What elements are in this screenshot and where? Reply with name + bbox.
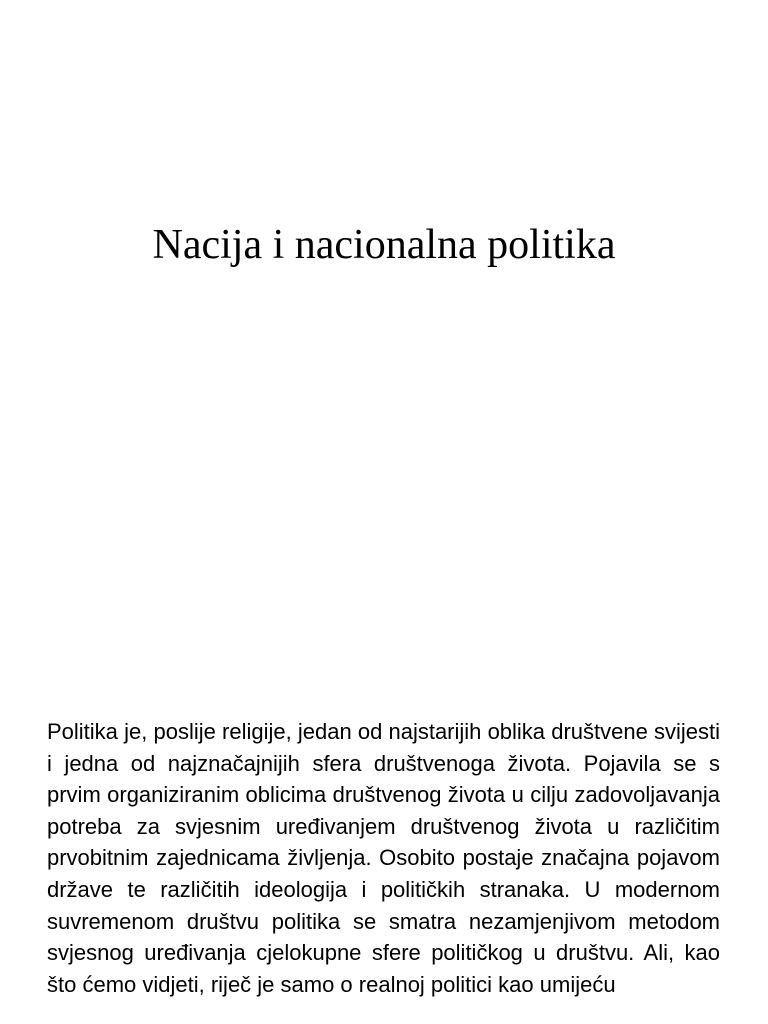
document-body-paragraph: Politika je, poslije religije, jedan od najstarijih oblika društvene svijesti i jedna od najznačajnijih sfera društvenoga života. Pojavila se s prvim organiziranim oblicima društvenog života u cilju zadovoljavanja potreba za svjesnim uređivanjem društvenog života u različitim prvobitnim zajednicama življenja. Osobito postaje značajna pojavom države te različitih ideologija i političkih stranaka. U modernom suvremenom društvu politika se smatra nezamjenjivom metodom svjesnog uređivanja cjelokupne sfere političkog u društvu. Ali, kao što ćemo vidjeti, riječ je samo o realnoj politici kao umijeću bbox=[47, 719, 720, 997]
document-title: Nacija i nacionalna politika bbox=[152, 222, 616, 268]
